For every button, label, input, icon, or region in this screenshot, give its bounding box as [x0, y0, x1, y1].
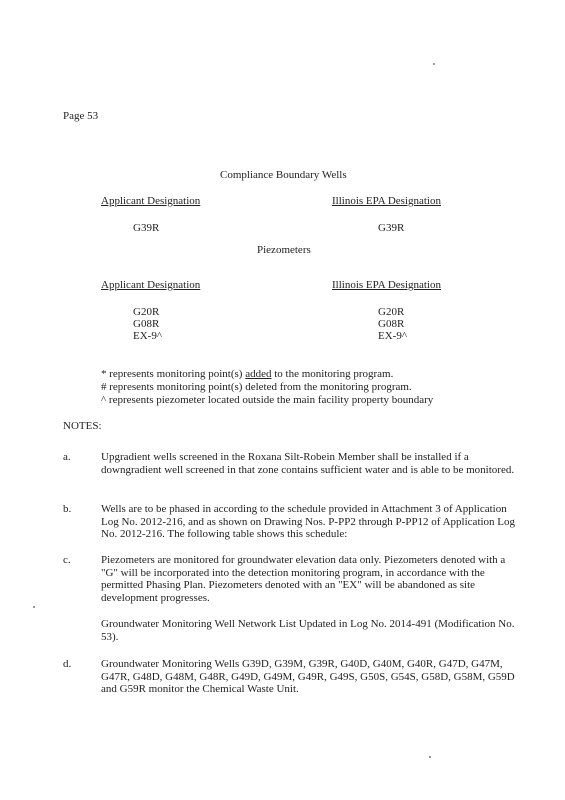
legend-added-word: added: [245, 368, 272, 380]
legend-added: [101, 368, 393, 380]
note-letter: a.: [63, 451, 71, 463]
scan-speck: [33, 606, 35, 608]
epa-header: Illinois EPA Designation: [332, 279, 441, 291]
compliance-epa-cell: G39R: [378, 222, 405, 234]
note-text: Groundwater Monitoring Wells G39D, G39M, G39R, G40D, G40M, G40R, G47D, G47M, G47R, G48D, G48M, G48R, G49D, G49M, G49R, G49S, G50S, G54S, G58D, G58M, G59D and G59R monitor the Chemical Waste Unit.: [101, 658, 515, 695]
notes-heading: NOTES:: [63, 420, 102, 432]
note-text: Groundwater Monitoring Well Network List Updated in Log No. 2014-491 (Modification No. 53).: [101, 618, 515, 643]
scan-speck: [433, 63, 435, 65]
scan-speck: [429, 756, 431, 758]
piezometer-epa-cell: EX-9^: [378, 330, 407, 342]
note-letter: d.: [63, 658, 72, 670]
page-number: Page 53: [63, 110, 99, 122]
piezometer-applicant-cell: G20R: [133, 306, 160, 318]
compliance-applicant-cell: G39R: [133, 222, 160, 234]
piezometer-epa-cell: G20R: [378, 306, 405, 318]
legend-added-prefix: * represents monitoring point(s): [101, 368, 246, 380]
legend-outside: ^ represents piezometer located outside the main facility property boundary: [101, 394, 434, 406]
note-text: Wells are to be phased in according to the schedule provided in Attachment 3 of Application Log No. 2012-216, and as shown on Drawing Nos. P-PP2 through P-PP12 of Application Log No. 2012-216. The following table shows this schedule:: [101, 503, 516, 540]
legend-added-suffix: to the monitoring program.: [271, 368, 394, 380]
piezometer-epa-cell: G08R: [378, 318, 405, 330]
piezometer-applicant-cell: EX-9^: [133, 330, 162, 342]
note-letter: b.: [63, 503, 72, 515]
epa-header: Illinois EPA Designation: [332, 195, 441, 207]
note-text: Upgradient wells screened in the Roxana Silt-Robein Member shall be installed if a downgradient well screened in that zone contains sufficient water and is able to be monitored.: [101, 451, 515, 476]
compliance-heading: Compliance Boundary Wells: [220, 169, 347, 181]
piezometers-heading: Piezometers: [257, 244, 311, 256]
note-letter: c.: [63, 554, 71, 566]
legend-deleted: # represents monitoring point(s) deleted from the monitoring program.: [101, 381, 412, 393]
applicant-header: Applicant Designation: [101, 279, 201, 291]
note-text: Piezometers are monitored for groundwater elevation data only. Piezometers denoted with a "G" will be incorporated into the detection monitoring program, in accordance with the permitted Phasing Plan. Piezometers denoted with an "EX" will be abandoned as site development progresses.: [101, 554, 506, 604]
applicant-header: Applicant Designation: [101, 195, 201, 207]
piezometer-applicant-cell: G08R: [133, 318, 160, 330]
